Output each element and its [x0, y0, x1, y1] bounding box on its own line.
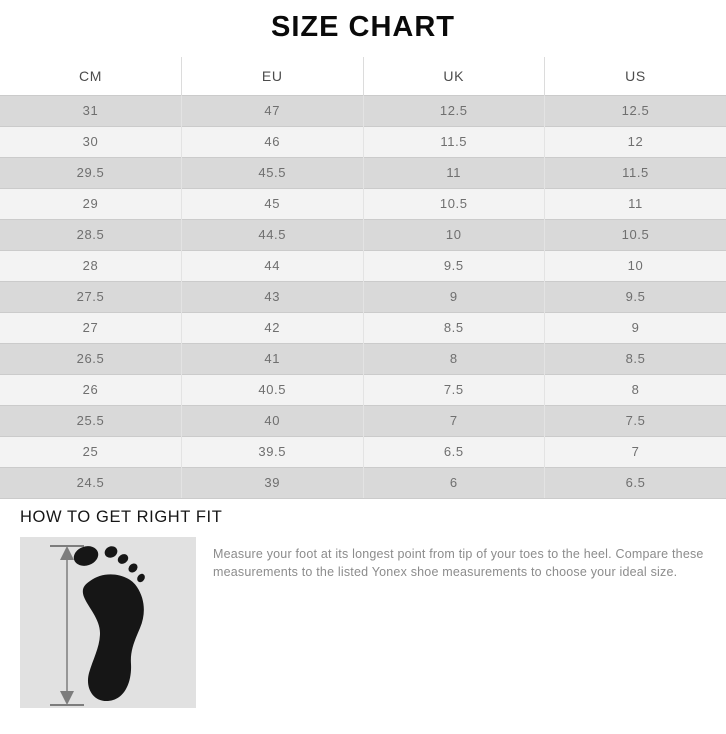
size-cell: 7 [363, 405, 545, 436]
size-cell: 6.5 [545, 467, 726, 498]
table-row [0, 312, 726, 343]
table-row [0, 281, 726, 312]
size-cell: 11.5 [545, 157, 726, 188]
size-cell: 42 [182, 312, 364, 343]
size-cell: 28.5 [0, 219, 182, 250]
size-cell: 9.5 [363, 250, 545, 281]
size-cell: 8.5 [545, 343, 726, 374]
size-cell: 45.5 [182, 157, 364, 188]
header-row [0, 57, 726, 95]
foot-measurement-diagram [20, 537, 196, 708]
table-row [0, 374, 726, 405]
size-cell: 7.5 [545, 405, 726, 436]
size-cell: 26.5 [0, 343, 182, 374]
size-cell: 28 [0, 250, 182, 281]
size-cell: 40.5 [182, 374, 364, 405]
size-cell: 30 [0, 126, 182, 157]
fit-section-heading: HOW TO GET RIGHT FIT [20, 508, 726, 527]
column-header: UK [363, 57, 545, 95]
fit-section [20, 537, 726, 708]
column-header: US [545, 57, 726, 95]
table-row [0, 95, 726, 126]
size-cell: 31 [0, 95, 182, 126]
table-row [0, 343, 726, 374]
column-header: CM [0, 57, 182, 95]
size-cell: 6 [363, 467, 545, 498]
table-row [0, 188, 726, 219]
size-cell: 44 [182, 250, 364, 281]
footprint-icon [71, 543, 146, 701]
size-cell: 9 [545, 312, 726, 343]
size-cell: 47 [182, 95, 364, 126]
size-cell: 26 [0, 374, 182, 405]
table-row [0, 157, 726, 188]
size-cell: 29 [0, 188, 182, 219]
table-row [0, 405, 726, 436]
size-cell: 12.5 [545, 95, 726, 126]
size-cell: 7.5 [363, 374, 545, 405]
size-cell: 43 [182, 281, 364, 312]
size-cell: 25.5 [0, 405, 182, 436]
size-cell: 10 [545, 250, 726, 281]
size-cell: 46 [182, 126, 364, 157]
size-cell: 40 [182, 405, 364, 436]
size-cell: 39.5 [182, 436, 364, 467]
table-body [0, 95, 726, 498]
size-cell: 11.5 [363, 126, 545, 157]
size-cell: 12.5 [363, 95, 545, 126]
size-cell: 27 [0, 312, 182, 343]
size-cell: 10.5 [363, 188, 545, 219]
size-cell: 27.5 [0, 281, 182, 312]
size-cell: 24.5 [0, 467, 182, 498]
size-cell: 11 [363, 157, 545, 188]
size-cell: 8.5 [363, 312, 545, 343]
size-cell: 29.5 [0, 157, 182, 188]
size-cell: 8 [363, 343, 545, 374]
table-row [0, 250, 726, 281]
table-row [0, 219, 726, 250]
size-chart-table [0, 57, 726, 499]
table-header [0, 57, 726, 95]
fit-description: Measure your foot at its longest point from tip of your toes to the heel. Compare these measurements to the listed Yonex shoe measurements to choose your ideal size. [213, 545, 718, 583]
size-cell: 10 [363, 219, 545, 250]
table-row [0, 467, 726, 498]
size-cell: 6.5 [363, 436, 545, 467]
size-cell: 9.5 [545, 281, 726, 312]
table-row [0, 436, 726, 467]
page-title: SIZE CHART [0, 8, 726, 46]
size-cell: 44.5 [182, 219, 364, 250]
size-cell: 41 [182, 343, 364, 374]
size-cell: 25 [0, 436, 182, 467]
size-cell: 45 [182, 188, 364, 219]
measurement-arrow-icon [50, 546, 84, 705]
size-cell: 8 [545, 374, 726, 405]
size-cell: 39 [182, 467, 364, 498]
size-cell: 9 [363, 281, 545, 312]
size-cell: 10.5 [545, 219, 726, 250]
size-cell: 12 [545, 126, 726, 157]
size-cell: 11 [545, 188, 726, 219]
size-cell: 7 [545, 436, 726, 467]
table-row [0, 126, 726, 157]
column-header: EU [182, 57, 364, 95]
